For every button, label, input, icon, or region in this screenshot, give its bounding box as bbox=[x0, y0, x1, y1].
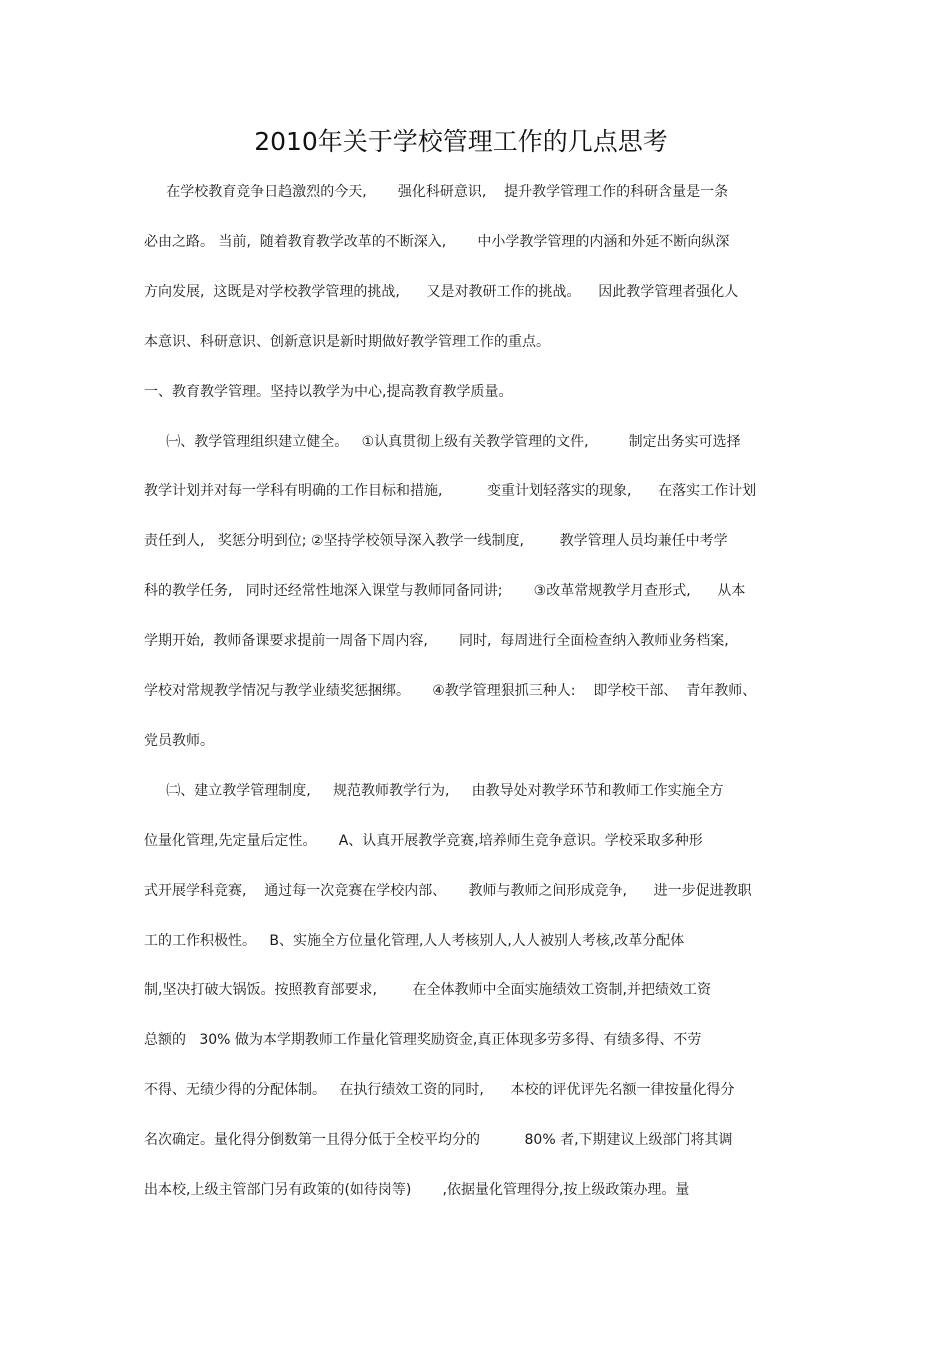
text-line: 必由之路。 当前, 随着教育教学改革的不断深入, 中小学教学管理的内涵和外延不断向纵深 bbox=[144, 234, 730, 250]
text-line: 教学计划并对每一学科有明确的工作目标和措施, 变重计划轻落实的现象, 在落实工作计划 bbox=[144, 483, 757, 499]
text-line: 责任到人, 奖惩分明到位; ②坚持学校领导深入教学一线制度, 教学管理人员均兼任中考学 bbox=[144, 533, 728, 549]
text-line: 党员教师。 bbox=[144, 733, 214, 749]
text-line: 本意识、科研意识、创新意识是新时期做好教学管理工作的重点。 bbox=[144, 334, 550, 350]
text-line: 在学校教育竞争日趋激烈的今天, 强化科研意识, 提升教学管理工作的科研含量是一条 bbox=[144, 184, 729, 200]
document-title: 2010年关于学校管理工作的几点思考 bbox=[254, 127, 668, 156]
text-line: 制,坚决打破大锅饭。按照教育部要求, 在全体教师中全面实施绩效工资制,并把绩效工资 bbox=[144, 982, 711, 998]
text-line: 出本校,上级主管部门另有政策的(如待岗等) ,依据量化管理得分,按上级政策办理。量 bbox=[144, 1182, 690, 1198]
text-line: 不得、无绩少得的分配体制。 在执行绩效工资的同时, 本校的评优评先名额一律按量化得分 bbox=[144, 1082, 735, 1098]
text-line: 式开展学科竞赛, 通过每一次竞赛在学校内部、 教师与教师之间形成竞争, 进一步促进教职 bbox=[144, 883, 752, 899]
text-line: 位量化管理,先定量后定性。 A、认真开展教学竞赛,培养师生竞争意识。学校采取多种形 bbox=[144, 833, 703, 849]
text-line: ㈠、教学管理组织建立健全。 ①认真贯彻上级有关教学管理的文件, 制定出务实可选择 bbox=[144, 434, 741, 450]
text-line: ㈡、建立教学管理制度, 规范教师教学行为, 由教导处对教学环节和教师工作实施全方 bbox=[144, 783, 724, 799]
text-line: 方向发展, 这既是对学校教学管理的挑战, 又是对教研工作的挑战。 因此教学管理者强化人 bbox=[144, 284, 739, 300]
text-line: 总额的 30% 做为本学期教师工作量化管理奖励资金,真正体现多劳多得、有绩多得、不劳 bbox=[144, 1032, 702, 1048]
text-line: 科的教学任务, 同时还经常性地深入课堂与教师同备同讲; ③改革常规教学月查形式, 从本 bbox=[144, 583, 746, 599]
text-line: 工的工作积极性。 B、实施全方位量化管理,人人考核别人,人人被别人考核,改革分配体 bbox=[144, 933, 685, 949]
text-line: 名次确定。量化得分倒数第一且得分低于全校平均分的 80% 者,下期建议上级部门将其调 bbox=[144, 1132, 733, 1148]
text-line: 学校对常规教学情况与教学业绩奖惩捆绑。 ④教学管理狠抓三种人: 即学校干部、 青年教师、 bbox=[144, 683, 757, 699]
text-line: 学期开始, 教师备课要求提前一周备下周内容, 同时, 每周进行全面检查纳入教师业务档案, bbox=[144, 633, 729, 649]
text-line: 一、教育教学管理。坚持以教学为中心,提高教育教学质量。 bbox=[144, 384, 513, 400]
